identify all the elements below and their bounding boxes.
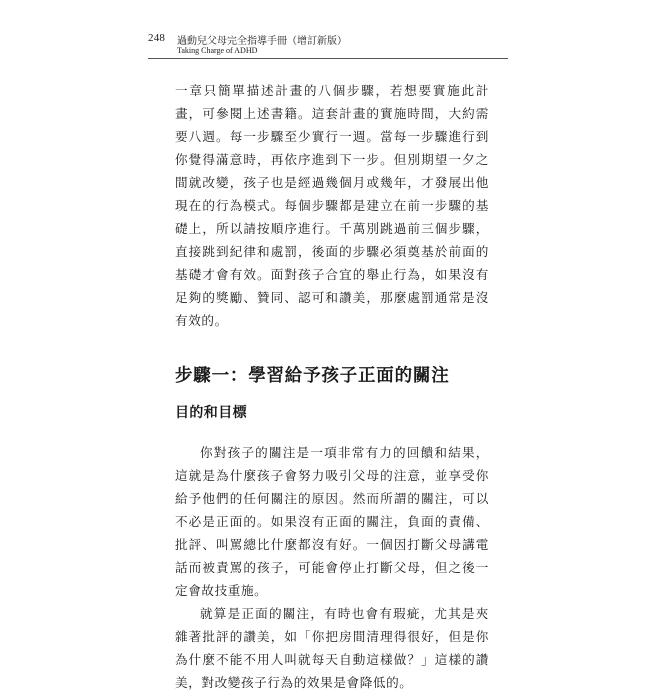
header-rule [148,58,508,59]
page-body [175,79,489,694]
sub-heading: 目的和目標 [175,405,247,421]
paragraph-praise: 就算是正面的關注，有時也會有瑕疵，尤其是夾雜著批評的讚美，如「你把房間清理得很好，但是你為什麼不能不用人叫就每天自動這樣做？」這樣的讚美，對改變孩子行為的效果是會降低的。 [175,606,489,690]
section-title: 步驟一：學習給予孩子正面的關注 [175,366,450,386]
intro-paragraph: 一章只簡單描述計畫的八個步驟，若想要實施此計畫，可參閱上述書籍。這套計畫的實施時間，大約需要八週。每一步驟至少實行一週。當每一步驟進行到你覺得滿意時，再依序進到下一步。但別期望一夕之間就改變，孩子也是經過幾個月或幾年，才發展出他現在的行為模式。每個步驟都是建立在前一步驟的基礎上，所以請按順序進行。千萬別跳過前三個步驟，直接跳到紀律和處罰，後面的步驟必須奠基於前面的基礎才會有效。面對孩子合宜的舉止行為，如果沒有足夠的獎勵、贊同、認可和讚美，那麼處罰通常是沒有效的。 [175,83,489,328]
paragraph-attention: 你對孩子的關注是一項非常有力的回饋和結果，這就是為什麼孩子會努力吸引父母的注意，並享受你給予他們的任何關注的原因。然而所謂的關注，可以不必是正面的。如果沒有正面的關注，負面的責備、批評、叫罵總比什麼都沒有好。一個因打斷父母講電話而被責罵的孩子，可能會停止打斷父母，但之後一定會故技重施。 [175,445,489,598]
book-subtitle: Taking Charge of ADHD [177,46,258,55]
page-number: 248 [148,32,166,44]
book-title: 過動兒父母完全指導手冊（增訂新版） [177,36,347,47]
